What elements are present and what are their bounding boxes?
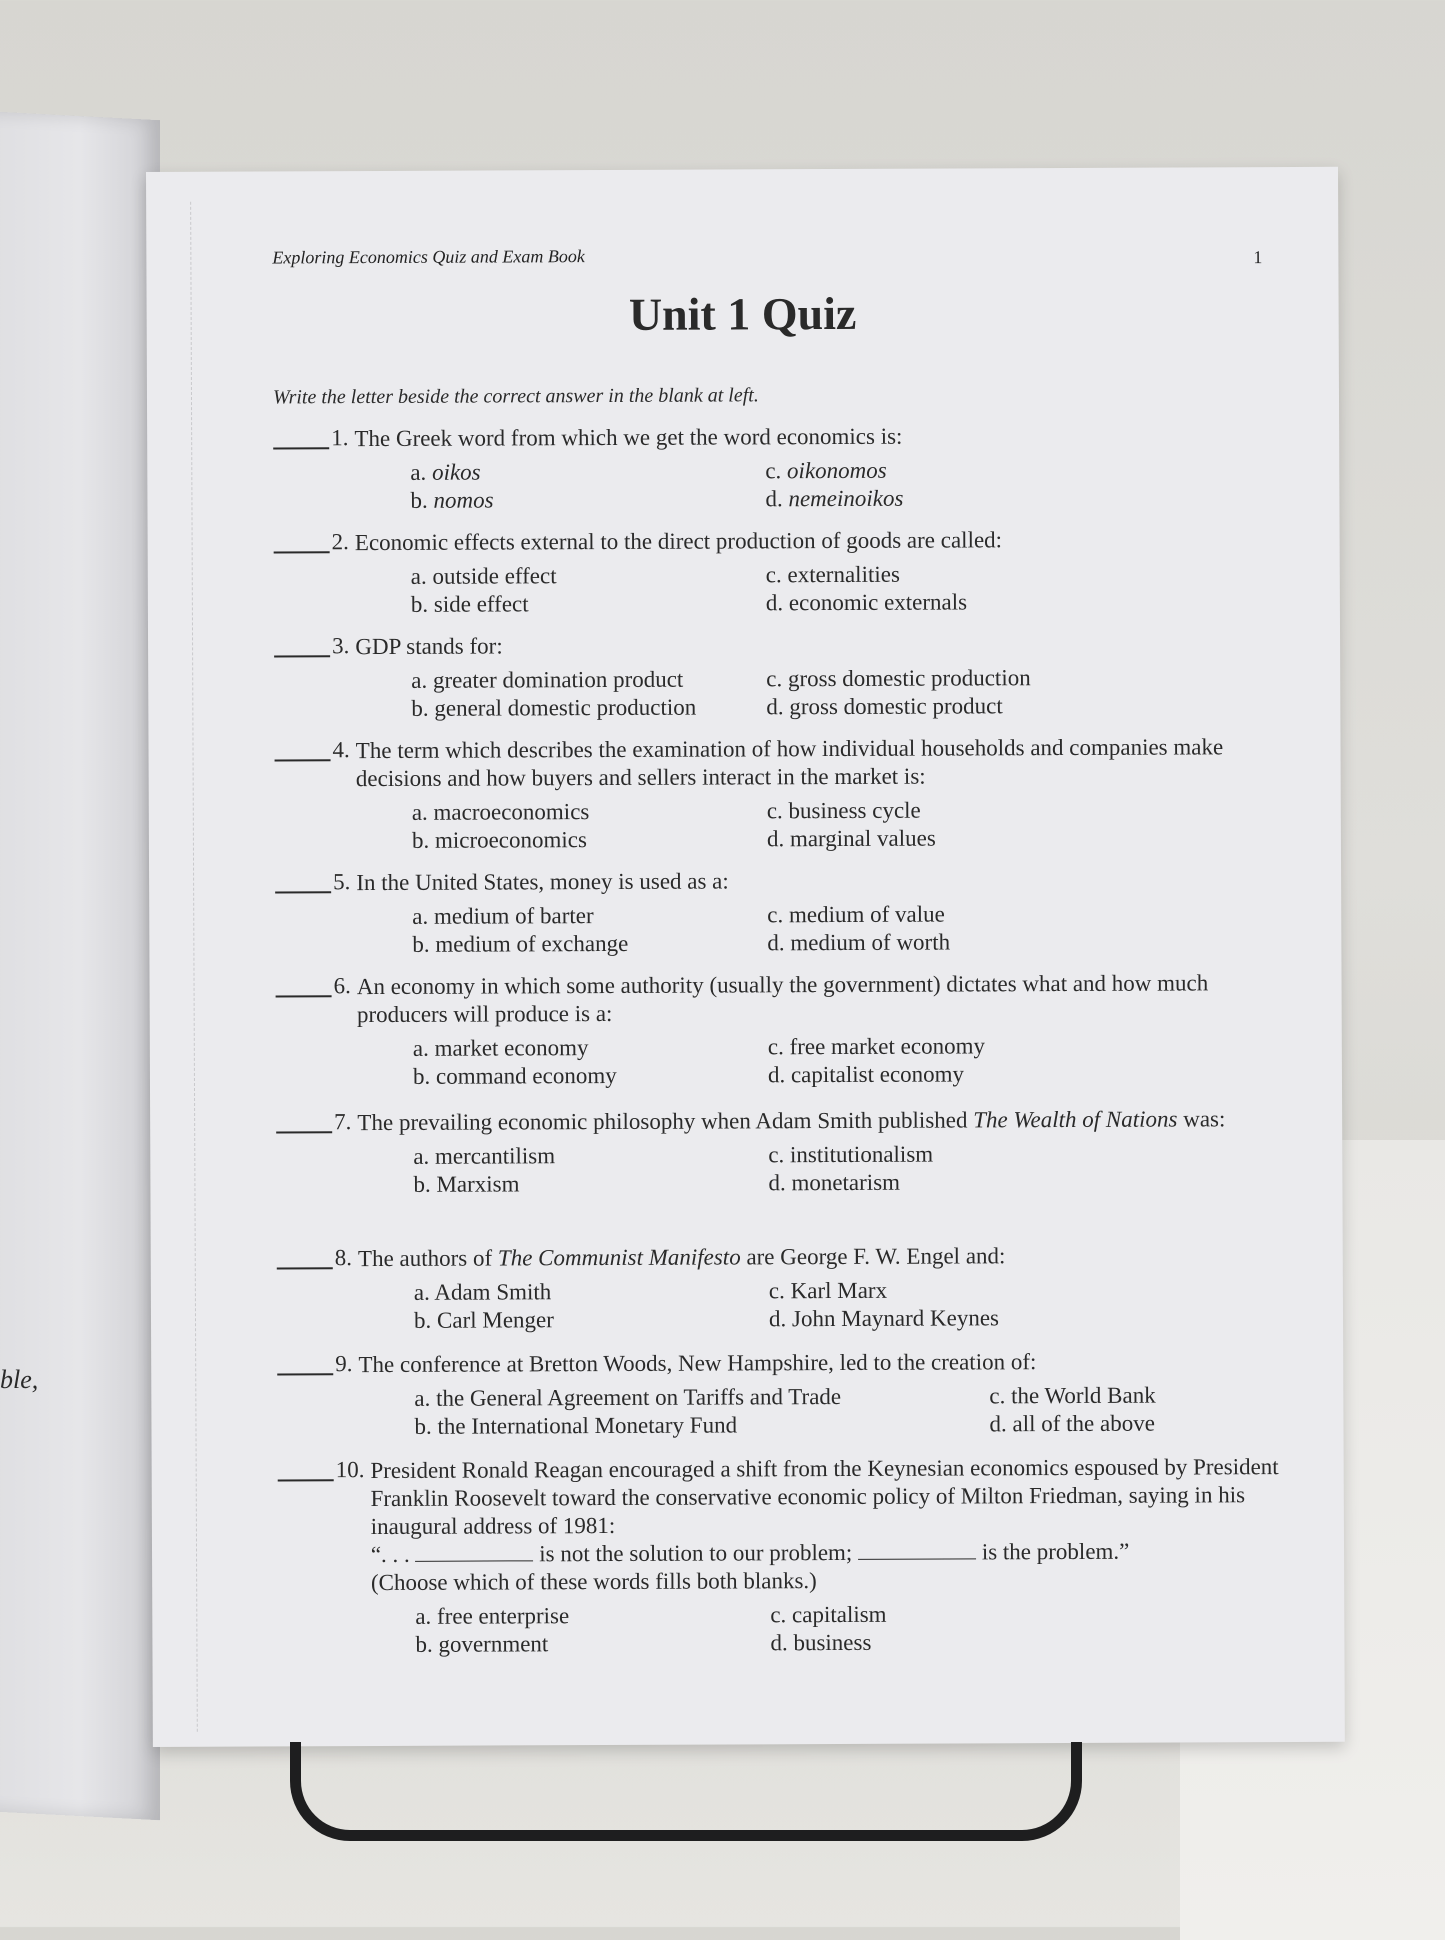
choice-d: d. all of the above (989, 1410, 1155, 1437)
answer-blank[interactable] (275, 973, 331, 997)
question-number: 5. (333, 869, 351, 895)
answer-blank[interactable] (277, 1351, 333, 1375)
question-number: 7. (334, 1109, 352, 1135)
choice-list (413, 1031, 1286, 1091)
choice-c: c. oikonomos (765, 457, 887, 484)
choice-a: a. greater domination product (411, 666, 684, 693)
choice-b: b. Marxism (413, 1171, 520, 1197)
quiz-page (146, 167, 1345, 1747)
question-5 (275, 865, 1285, 959)
choice-list (412, 795, 1285, 855)
left-facing-page (0, 110, 160, 1820)
choice-b: b. nomos (410, 487, 494, 513)
choice-a: a. outside effect (410, 563, 557, 589)
question-number: 3. (332, 633, 350, 659)
question-text: The term which describes the examination of how individual households and companies make decisions and how buyers and sellers interact in the market is: (355, 734, 1224, 792)
question-2 (274, 525, 1284, 619)
answer-blank[interactable] (278, 1457, 334, 1481)
answer-blank[interactable] (276, 1109, 332, 1133)
choice-a: a. macroeconomics (411, 799, 590, 825)
choice-c: c. free market economy (767, 1033, 985, 1060)
question-number: 10. (335, 1457, 365, 1483)
choice-d: d. nemeinoikos (765, 485, 904, 512)
question-6 (275, 969, 1286, 1091)
book-stand (290, 1742, 1082, 1841)
question-9 (277, 1347, 1287, 1441)
binding-perforation (190, 202, 198, 1732)
choice-d: d. capitalist economy (767, 1061, 965, 1088)
choice-list (415, 1599, 1288, 1659)
question-text: The conference at Bretton Woods, New Hampshire, led to the creation of: (358, 1349, 1037, 1378)
choice-d: d. marginal values (766, 825, 936, 852)
instructions: Write the letter beside the correct answer in the blank at left. (272, 384, 759, 409)
question-number: 4. (332, 737, 350, 763)
answer-blank[interactable] (274, 529, 330, 553)
page-number: 1 (1253, 247, 1263, 268)
choice-c: c. business cycle (766, 797, 921, 824)
choice-b: b. government (415, 1631, 549, 1657)
choice-c: c. Karl Marx (768, 1277, 888, 1304)
answer-blank[interactable] (275, 869, 331, 893)
question-3 (274, 629, 1284, 723)
choice-d: d. business (770, 1629, 872, 1656)
choice-a: a. the General Agreement on Tariffs and Trade (414, 1383, 842, 1411)
choice-d: d. John Maynard Keynes (768, 1305, 1000, 1332)
choice-a: a. oikos (410, 459, 481, 485)
choice-d: d. monetarism (768, 1169, 901, 1196)
choice-b: b. side effect (410, 591, 529, 617)
question-text: The authors of The Communist Manifesto are George F. W. Engel and: (357, 1243, 1006, 1272)
question-number: 8. (334, 1245, 353, 1271)
choice-c: c. institutionalism (768, 1141, 934, 1168)
question-text: An economy in which some authority (usually the government) dictates what and how much producers will produce is a: (356, 970, 1209, 1028)
choice-b: b. microeconomics (411, 827, 587, 853)
choice-list (414, 1275, 1287, 1335)
choice-d: d. economic externals (765, 589, 968, 616)
quote-blank (858, 1538, 976, 1560)
choice-list (412, 899, 1285, 959)
choice-list (411, 663, 1284, 723)
choice-list (414, 1381, 1287, 1441)
choice-b: b. command economy (412, 1062, 617, 1089)
choice-b: b. the International Monetary Fund (414, 1412, 738, 1439)
page-title: Unit 1 Quiz (628, 287, 857, 340)
question-4 (274, 733, 1285, 855)
choice-a: a. Adam Smith (413, 1279, 552, 1305)
question-number: 9. (335, 1351, 353, 1377)
question-text: In the United States, money is used as a: (356, 868, 729, 896)
choice-b: b. general domestic production (411, 694, 697, 721)
choice-a: a. free enterprise (415, 1603, 570, 1629)
choice-b: b. Carl Menger (413, 1307, 554, 1333)
question-text: The Greek word from which we get the word economics is: (354, 423, 903, 452)
choice-d: d. medium of worth (767, 929, 951, 956)
question-text: Economic effects external to the direct production of goods are called: (354, 527, 1003, 556)
question-number: 1. (331, 425, 349, 451)
choice-a: a. market economy (412, 1035, 589, 1061)
choice-c: c. gross domestic production (766, 665, 1031, 692)
choice-c: c. capitalism (770, 1601, 887, 1628)
question-text: GDP stands for: (355, 633, 503, 660)
question-text: The prevailing economic philosophy when Adam Smith published The Wealth of Nations was: (357, 1106, 1226, 1136)
question-10 (278, 1453, 1289, 1659)
question-1 (273, 421, 1283, 515)
question-number: 2. (331, 529, 349, 555)
choice-a: a. mercantilism (413, 1143, 556, 1169)
choice-list (413, 1139, 1286, 1199)
choice-list (411, 559, 1284, 619)
answer-blank[interactable] (277, 1245, 333, 1269)
question-number: 6. (333, 973, 351, 999)
answer-blank[interactable] (273, 425, 329, 449)
choice-c: c. medium of value (767, 901, 945, 928)
answer-blank[interactable] (274, 737, 330, 761)
quote-blank (415, 1540, 533, 1562)
choice-b: b. medium of exchange (412, 930, 629, 957)
book-title: Exploring Economics Quiz and Exam Book (272, 246, 585, 268)
question-text: President Ronald Reagan encouraged a shift from the Keynesian economics espoused by President Franklin Roosevelt toward the conservative economic policy of Milton Friedman, saying in his inaugural address of 1981: “. . . is not the solution to our problem; is the problem.” (Choose which of these words fills both blanks.) (370, 1454, 1279, 1596)
choice-list (410, 455, 1283, 515)
choice-c: c. externalities (765, 561, 900, 588)
choice-a: a. medium of barter (412, 903, 594, 929)
left-page-fragment: ble, (0, 1365, 39, 1394)
answer-blank[interactable] (274, 633, 330, 657)
choice-c: c. the World Bank (989, 1382, 1156, 1409)
question-8 (277, 1241, 1287, 1335)
question-7 (276, 1105, 1286, 1199)
choice-d: d. gross domestic product (766, 693, 1003, 720)
